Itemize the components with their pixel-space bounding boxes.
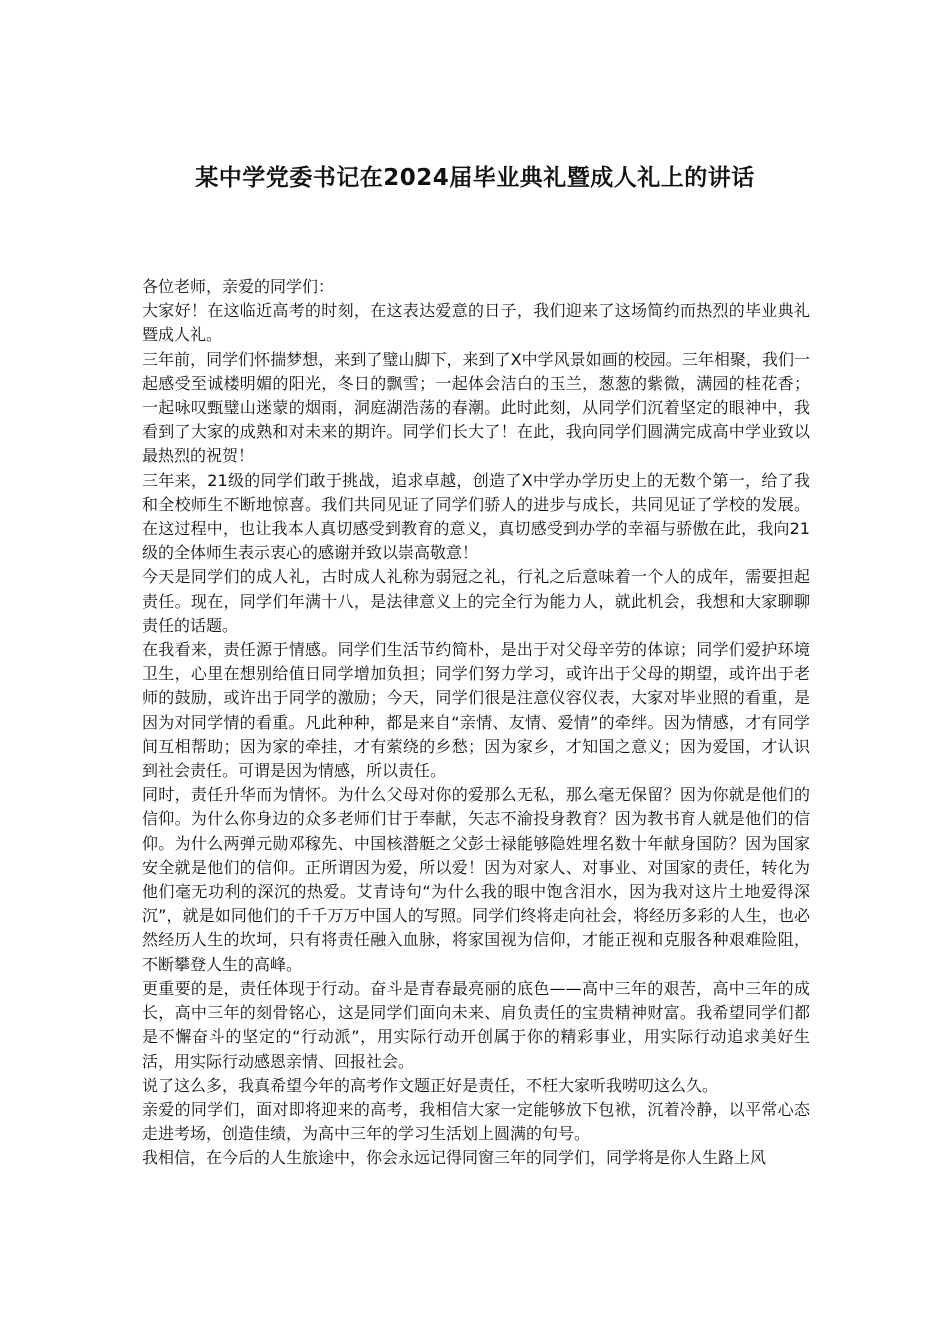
paragraph: 亲爱的同学们，面对即将迎来的高考，我相信大家一定能够放下包袱，沉着冷静，以平常心态走进考场，创造佳绩，为高中三年的学习生活划上圆满的句号。 [142, 1099, 810, 1144]
paragraph: 我相信，在今后的人生旅途中，你会永远记得同窗三年的同学们，同学将是你人生路上风 [142, 1148, 767, 1168]
paragraph: 今天是同学们的成人礼，古时成人礼称为弱冠之礼，行礼之后意味着一个人的成年，需要担起责任。现在，同学们年满十八，是法律意义上的完全行为能力人，就此机会，我想和大家聊聊责任的话题。 [142, 567, 810, 635]
document-body [142, 275, 810, 1171]
paragraph: 大家好！在这临近高考的时刻，在这表达爱意的日子，我们迎来了这场简约而热烈的毕业典礼暨成人礼。 [142, 301, 810, 345]
paragraph: 更重要的是，责任体现于行动。奋斗是青春最亮丽的底色——高中三年的艰苦，高中三年的成长，高中三年的刻骨铭心，这是同学们面向未来、肩负责任的宝贵精神财富。我希望同学们都是不懈奋斗的坚定的“行动派”，用实际行动开创属于你的精彩事业，用实际行动追求美好生活，用实际行动感恩亲情、回报社会。 [142, 978, 810, 1071]
paragraph: 三年来，21级的同学们敢于挑战，追求卓越，创造了X中学办学历史上的无数个第一，给了我和全校师生不断地惊喜。我们共同见证了同学们骄人的进步与成长，共同见证了学校的发展。在这过程中，也让我本人真切感受到教育的意义，真切感受到办学的幸福与骄傲在此，我向21级的全体师生表示衷心的感谢并致以崇高敬意！ [142, 470, 810, 563]
paragraph-salutation: 各位老师，亲爱的同学们： [142, 277, 335, 296]
document-title: 某中学党委书记在2024届毕业典礼暨成人礼上的讲话 [195, 165, 755, 191]
paragraph: 说了这么多，我真希望今年的高考作文题正好是责任，不枉大家听我唠叨这么久。 [142, 1075, 719, 1095]
paragraph: 三年前，同学们怀揣梦想，来到了璧山脚下，来到了X中学风景如画的校园。三年相聚，我们一起感受至诚楼明媚的阳光，冬日的飘雪；一起体会洁白的玉兰，葱葱的紫微，满园的桂花香；一起咏叹甄璧山迷蒙的烟雨，洞庭湖浩荡的春潮。此时此刻，从同学们沉着坚定的眼神中，我看到了大家的成熟和对未来的期许。同学们长大了！在此，我向同学们圆满完成高中学业致以最热烈的祝贺！ [142, 349, 810, 466]
paragraph: 同时，责任升华而为情怀。为什么父母对你的爱那么无私，那么毫无保留？因为你就是他们的信仰。为什么你身边的众多老师们甘于奉献，矢志不渝投身教育？因为教书育人就是他们的信仰。为什么两弹元勋邓稼先、中国核潜艇之父彭士禄能够隐姓埋名数十年献身国防？因为国家安全就是他们的信仰。正所谓因为爱，所以爱！因为对家人、对事业、对国家的责任，转化为他们毫无功利的深沉的热爱。艾青诗句“为什么我的眼中饱含泪水，因为我对这片土地爱得深沉”，就是如同他们的千千万万中国人的写照。同学们终将走向社会，将经历多彩的人生，也必然经历人生的坎坷，只有将责任融入血脉，将家国视为信仰，才能正视和克服各种艰难险阻，不断攀登人生的高峰。 [142, 785, 810, 974]
paragraph: 在我看来，责任源于情感。同学们生活节约简朴，是出于对父母辛劳的体谅；同学们爱护环境卫生，心里在想别给值日同学增加负担；同学们努力学习，或许出于父母的期望，或许出于老师的鼓励，或许出于同学的激励；今天，同学们很是注意仪容仪表，大家对毕业照的看重，是因为对同学情的看重。凡此种种，都是来自“亲情、友情、爱情”的牵绊。因为情感，才有同学间互相帮助；因为家的牵挂，才有萦绕的乡愁；因为家乡，才知国之意义；因为爱国，才认识到社会责任。可谓是因为情感，所以责任。 [142, 640, 810, 781]
